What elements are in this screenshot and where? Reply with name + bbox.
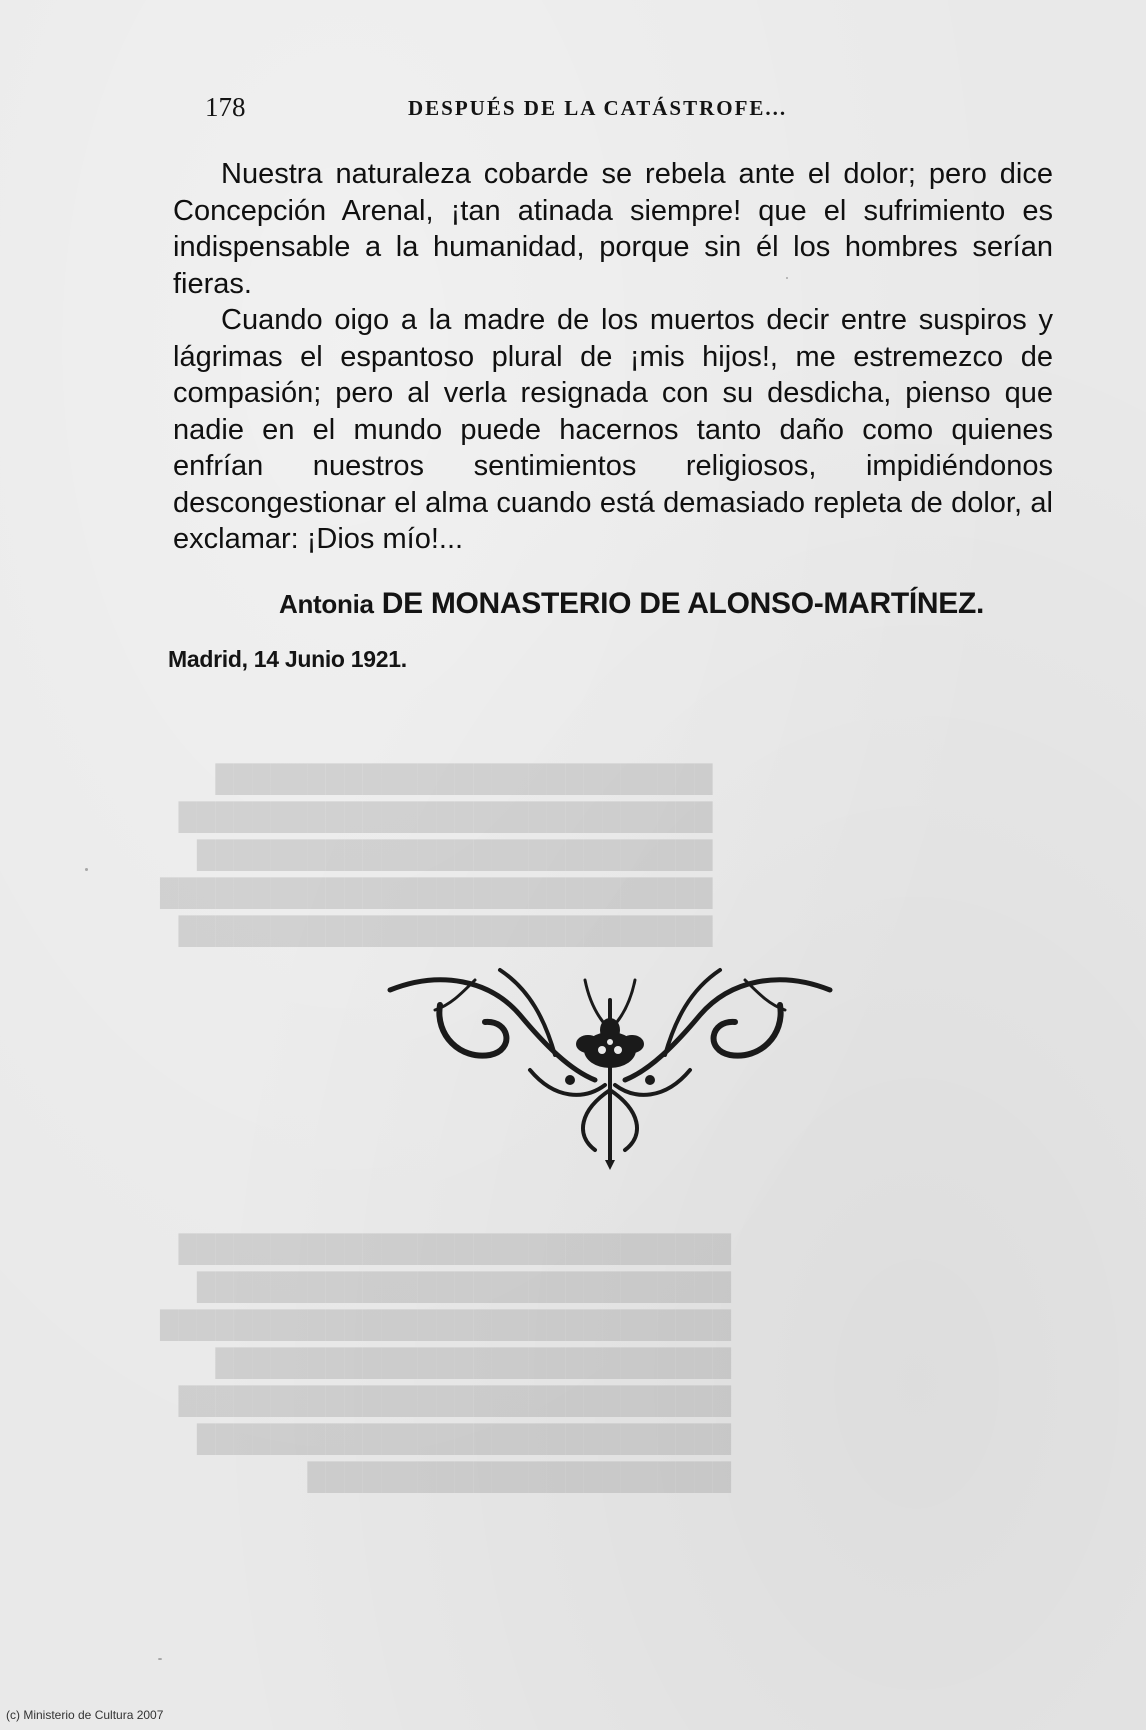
dust-speck — [158, 1658, 162, 1660]
paragraph-1: Nuestra naturaleza cobarde se rebela ante el dolor; pero dice Concepción Arenal, ¡tan atinada siempre! que el sufrimiento es indispensable a la humanidad, porque sin él los hombres serían fieras. — [173, 158, 1053, 300]
floral-tailpiece-icon — [380, 960, 840, 1170]
author-signature — [279, 587, 984, 621]
running-header — [205, 92, 905, 132]
dust-speck — [786, 277, 788, 279]
dust-speck — [85, 868, 88, 871]
running-title: DESPUÉS DE LA CATÁSTROFE... — [408, 96, 788, 120]
dateline: Madrid, 14 Junio 1921. — [168, 646, 407, 672]
paragraph-2: Cuando oigo a la madre de los muertos decir entre suspiros y lágrimas el espantoso plural de ¡mis hijos!, me estremezco de compasión; pero al verla resignada con su desdicha, pienso que nadie en el mundo puede hacernos tanto daño como quienes enfrían nuestros sentimientos religiosos, impidiéndonos descongestionar el alma cuando está demasiado repleta de dolor, al exclamar: ¡Dios mío!... — [173, 304, 1053, 555]
copyright-notice: (c) Ministerio de Cultura 2007 — [6, 1708, 164, 1722]
bleed-through-texture-lower: ██████████████████████████████ █████████████████████████████ ███████████████████████████████ ████████████████████████████ ██████████████████████████████ █████████████████████████████ ███████████████████████ — [160, 1234, 732, 1491]
bleed-through-texture: ███████████████████████████ █████████████████████████████ ████████████████████████████ ██████████████████████████████ █████████████████████████████ — [160, 764, 713, 945]
body-text — [173, 156, 1053, 558]
signature-surname: DE MONASTERIO DE ALONSO-MARTÍNEZ. — [381, 587, 985, 620]
signature-first-name: Antonia — [279, 589, 374, 619]
page-number: 178 — [205, 92, 246, 122]
